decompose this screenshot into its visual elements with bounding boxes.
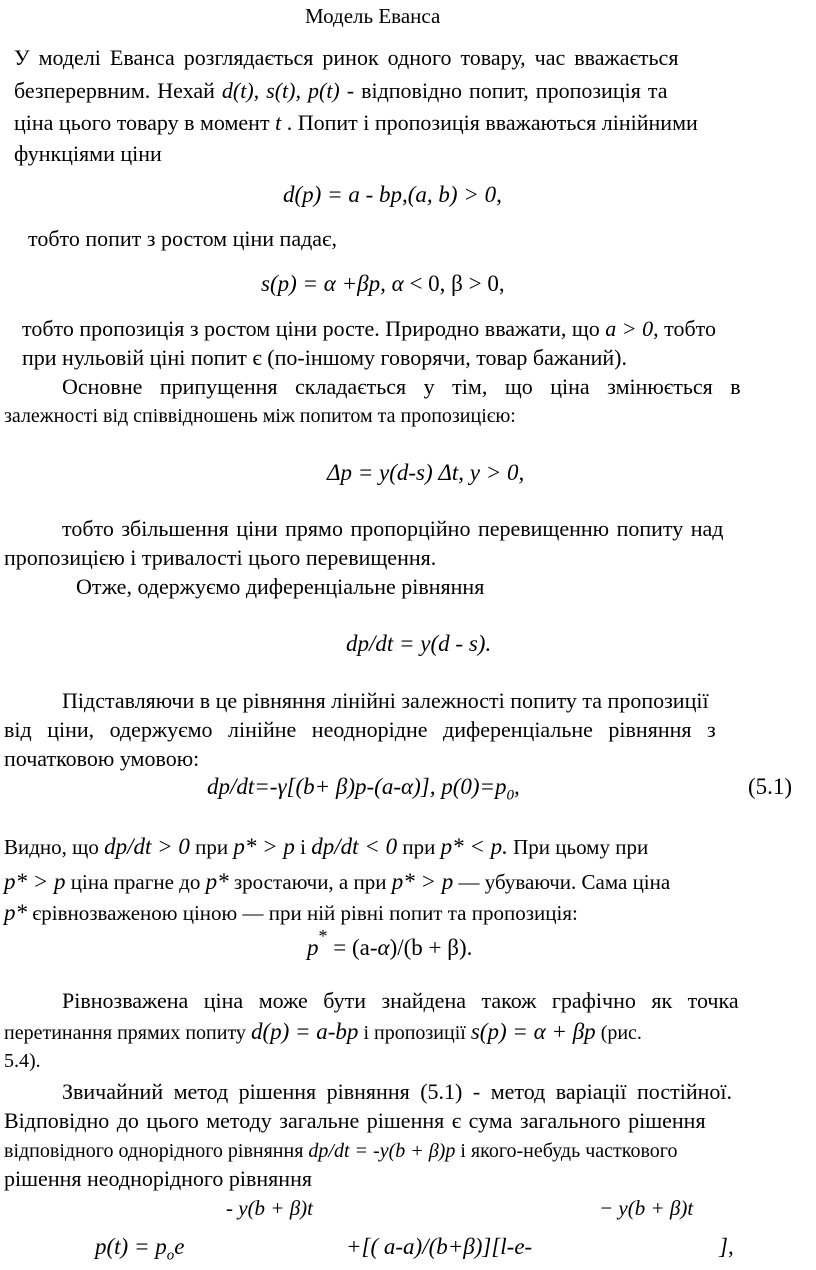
alpha-symbol: α <box>533 1019 546 1044</box>
equation-solution <box>95 1234 185 1264</box>
text-line: тобто попит з ростом ціни падає, <box>28 226 337 251</box>
formula-inline: p* <box>4 900 27 925</box>
text-span: , тобто <box>653 316 716 341</box>
subscript: 0 <box>506 787 515 804</box>
text-span: При цьому при <box>507 835 649 859</box>
text-line: Отже, одержуємо диференціальне рівняння <box>76 574 485 599</box>
text-line <box>22 318 716 340</box>
text-line <box>14 80 667 102</box>
text-span: перетинання прямих попиту <box>4 1022 251 1044</box>
text-line: від ціни, одержуємо лінійне неоднорідне диференціальне рівняння з <box>4 717 716 742</box>
alpha-symbol: α <box>377 935 390 960</box>
formula-part: )], p(0)=p <box>413 774 507 799</box>
page-title: Модель Еванса <box>305 4 441 28</box>
formula-inline: p* <box>205 869 229 894</box>
formula-part: +βp, <box>335 271 392 296</box>
formula-part: = (a- <box>327 935 378 960</box>
equation-price-change: Δp = y(d-s) Δt, y > 0, <box>327 460 525 485</box>
text-span: зростаючи, а при <box>228 870 392 894</box>
formula-inline: p* > p <box>233 834 295 859</box>
equation-differential: dp/dt = y(d - s). <box>346 631 492 656</box>
formula-part: p <box>307 935 319 960</box>
formula-inline: dp/dt = -y(b + β)p <box>308 1140 456 1162</box>
text-line <box>4 835 648 858</box>
formula-inline: a > 0 <box>605 316 654 341</box>
alpha-symbol: α <box>323 271 336 296</box>
formula-inline: p* > p <box>391 869 454 894</box>
equation-solution-part: +[( a-a)/(b+β)][l-e- <box>346 1234 533 1259</box>
text-span: ціна цього товару в момент <box>14 110 276 135</box>
text-line: Відповідно до цього методу загальне рішення є сума загального рішення <box>4 1108 706 1133</box>
subscript: o <box>166 1247 175 1264</box>
text-line: тобто збільшення ціни прямо пропорційно перевищенню попиту над <box>62 516 724 541</box>
formula-inline: + βp <box>545 1019 596 1044</box>
text-line: Рівнозважена ціна може бути знайдена також графічно як точка <box>62 988 739 1013</box>
text-line: Підставляючи в це рівняння лінійні залежності попиту та пропозиції <box>62 688 709 713</box>
text-line: функціями ціни <box>14 141 162 166</box>
formula-inline: p* > p <box>4 869 66 894</box>
formula-part: dp/dt=-γ[(b+ β)p-(a- <box>207 774 401 799</box>
text-line: при нульовій ціні попит є (по-іншому говорячи, товар бажаний). <box>22 345 627 370</box>
text-span: при <box>189 835 234 859</box>
alpha-symbol: α <box>401 774 414 799</box>
formula-part: < 0, β > 0, <box>403 271 505 296</box>
exponent: - y(b + β)t <box>226 1196 314 1220</box>
equation-supply <box>261 272 505 295</box>
text-span: - відповідно попит, пропозиція та <box>339 78 668 103</box>
equation-equilibrium <box>307 926 473 960</box>
text-line <box>14 112 698 134</box>
text-line: залежності від співвідношень між попитом та пропозицією: <box>4 405 516 427</box>
formula-part: p(t) = p <box>95 1234 167 1259</box>
text-span: тобто пропозиція з ростом ціни росте. Природно вважати, що <box>22 316 606 341</box>
exponent: − y(b + β)t <box>599 1196 694 1220</box>
text-span: і пропозиції <box>358 1022 471 1044</box>
text-line: початковою умовою: <box>4 746 200 771</box>
text-span: і <box>294 835 312 859</box>
text-line: Звичайний метод рішення рівняння (5.1) - метод варіації постійної. <box>62 1079 732 1104</box>
equation-demand: d(p) = a - bp,(a, b) > 0, <box>283 182 502 207</box>
formula-inline: dp/dt > 0 <box>104 834 190 859</box>
text-span: Видно, що <box>4 835 105 859</box>
formula-inline: s(p) = <box>470 1019 534 1044</box>
text-span: єрівнозваженою ціною — при ній рівні попит та пропозиція: <box>27 901 578 925</box>
equation-number: (5.1) <box>748 774 793 799</box>
text-line <box>4 1020 642 1043</box>
formula-inline: d(p) = a-bp <box>250 1019 359 1044</box>
text-line <box>4 1139 677 1161</box>
text-span: ціна прагне до <box>65 870 206 894</box>
text-line: пропозицією і тривалості цього перевищення. <box>4 545 437 570</box>
text-line <box>4 870 670 893</box>
formula-inline: t <box>275 110 282 135</box>
text-line: 5.4). <box>4 1050 41 1072</box>
formula-part: , <box>514 774 520 799</box>
text-span: відповідного однорідного рівняння <box>4 1140 309 1162</box>
formula-part: e <box>174 1234 185 1259</box>
text-span: . Попит і пропозиція вважаються лінійними <box>281 110 698 135</box>
text-span: безперервним. Нехай <box>14 78 222 103</box>
text-line: У моделі Еванса розглядається ринок одного товару, час вважається <box>14 45 679 70</box>
superscript: * <box>318 926 328 947</box>
equation-5-1 <box>207 774 520 804</box>
text-line <box>4 901 578 924</box>
text-span: і якого-небудь часткового <box>455 1140 678 1162</box>
text-line: рішення неоднорідного рівняння <box>4 1166 312 1191</box>
formula-inline: d(t), s(t), p(t) <box>221 78 340 103</box>
text-span: (рис. <box>595 1022 642 1044</box>
text-span: — убуваючи. Сама ціна <box>453 870 671 894</box>
text-span: при <box>397 835 441 859</box>
alpha-symbol: α <box>391 271 404 296</box>
formula-part: s(p) = <box>261 271 324 296</box>
equation-solution-end: ], <box>719 1234 734 1259</box>
formula-inline: dp/dt < 0 <box>311 834 398 859</box>
text-line: Основне припущення складається у тім, що ціна змінюється в <box>62 374 741 399</box>
formula-part: )/(b + β). <box>389 935 473 960</box>
formula-inline: p* < p. <box>440 834 508 859</box>
